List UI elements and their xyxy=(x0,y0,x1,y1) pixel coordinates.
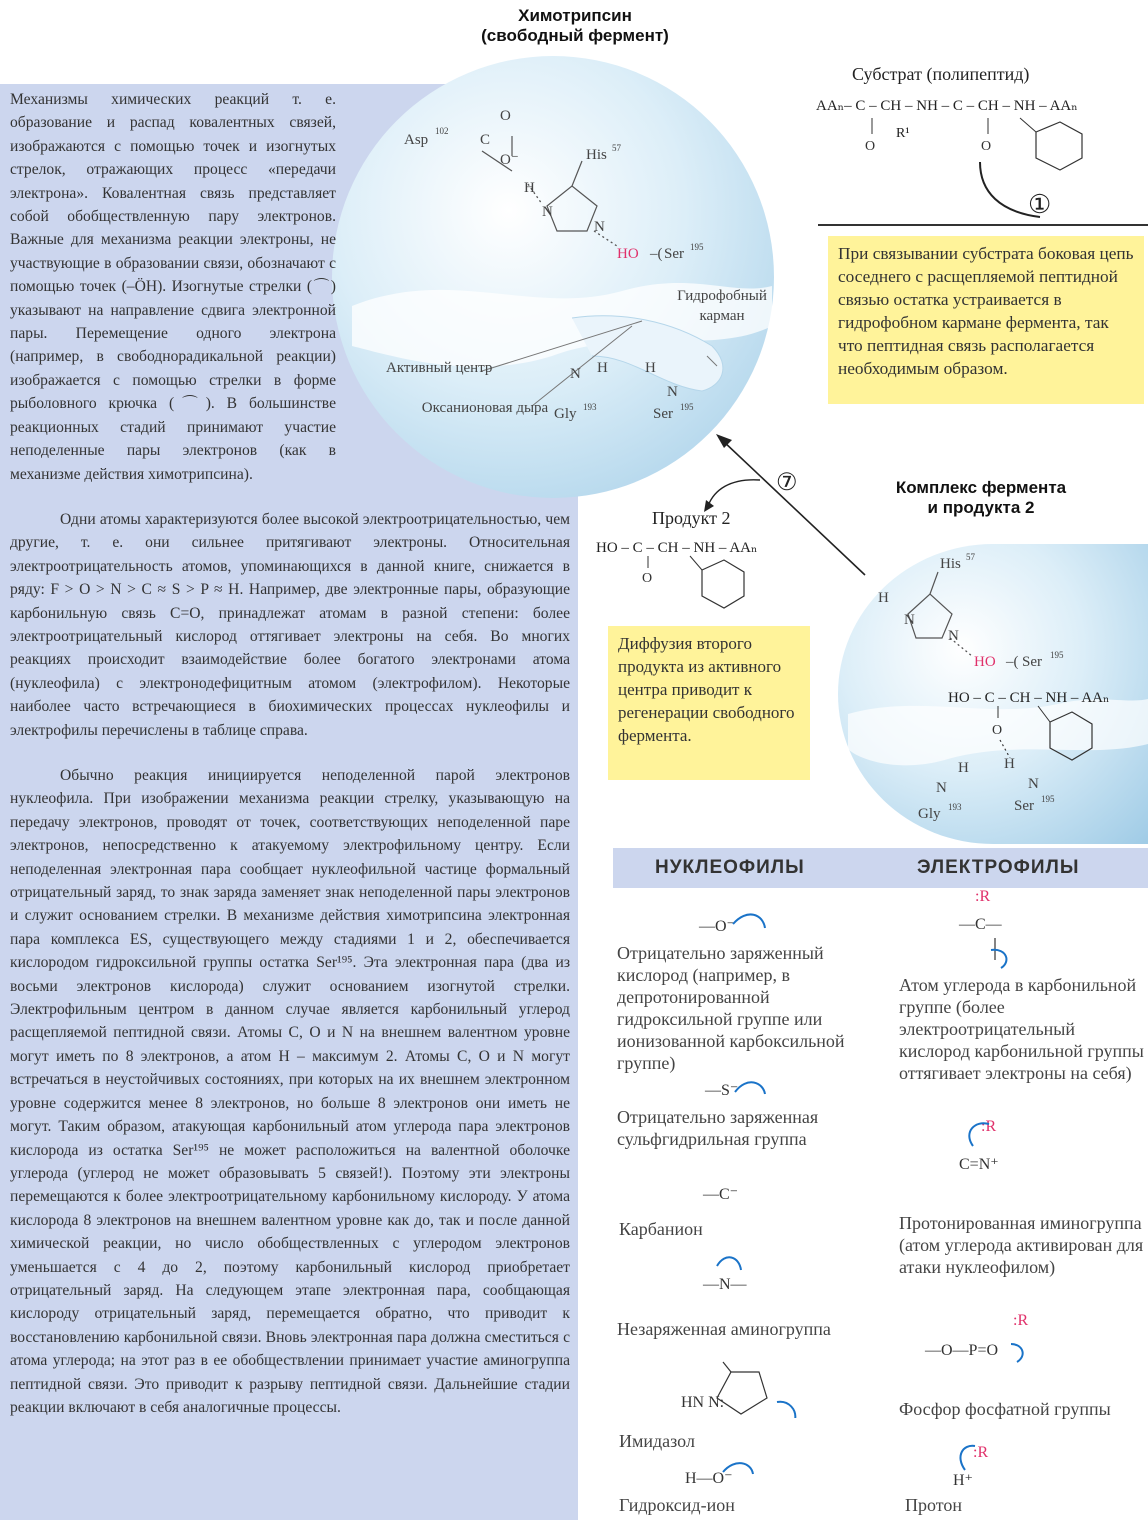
nucleophile-formula-6: H—O⁻ xyxy=(685,1470,733,1487)
svg-text:O: O xyxy=(992,723,1003,738)
nucleophile-electrophile-table xyxy=(613,848,1148,1520)
svg-text:N: N xyxy=(936,780,947,796)
nucleophile-formula-4: —N— xyxy=(703,1276,747,1293)
electrophiles-header: ЭЛЕКТРОФИЛЫ xyxy=(917,857,1080,878)
his-num: 57 xyxy=(612,143,621,153)
nucleophile-formula-1: —O⁻ xyxy=(699,918,735,935)
text-paragraph-1: Механизмы химических реакций т. е. образование и распад ковалентных связей, изображаются с помощью точек и изогнутых стрелок, отражающих процесс «передачи электрона». Ковалентная связь представляет собой обобществленную пару электронов. Важные для механизма реакции электроны, не участвующие в образовании связи, обозначают с помощью точек (–ÖH). Изогнутые стрелки (⌒) указывают на направление сдвига электронной пары. Перемещение одного электрона (например, в свободнорадикальной реакции) изображается с помощью стрелки в форме рыболовного крючка (⌒). В большинстве реакционных стадий принимают участие неподеленные пары электронов (как в механизме действия химотрипсина). xyxy=(10,91,336,483)
gly-label: Gly xyxy=(554,406,577,422)
svg-text:N: N xyxy=(904,612,915,628)
text-paragraph-2: Одни атомы характеризуются более высокой электроотрицательностью, чем другие, т. е. они сильнее притягивают электроны. Относительная электроотрицательность атомов, упоминающихся в данной книге, снижается в ряду: F > O > N > C ≈ S > P ≈ H. Например, две электронные пары, образующие карбонильную связь C=O, принадлежат атомам в разной степени: более электроотрицательный кислород оттягивает электроны на себя. Во многих реакциях происходит взаимодействие более богатого электронами атома (нуклеофила) с электронодефицитным атомом (электрофилом). Некоторые наиболее часто встречающиеся в биохимических процессах нуклеофилы и электрофилы перечислены в таблице справа. xyxy=(10,511,570,739)
active-site-label: Активный центр xyxy=(386,360,493,376)
electrophile-formula-1: —C— xyxy=(959,916,1002,933)
substrate-structure xyxy=(840,112,1148,222)
complex-title-line1: Комплекс фермента xyxy=(895,478,1067,497)
electrophile-formula-2: C=N⁺ xyxy=(959,1156,999,1173)
svg-text:N: N xyxy=(594,219,605,235)
nucleophile-desc-2: Отрицательно заряженная сульфгидрильная группа xyxy=(617,1107,819,1149)
svg-text:O: O xyxy=(500,108,511,124)
nucleophile-formula-5: HN N: xyxy=(681,1394,725,1411)
step1-marker: ① xyxy=(1028,190,1052,219)
svg-text:O⁻: O⁻ xyxy=(500,152,519,168)
electrophile-r-3: :R xyxy=(1013,1312,1029,1329)
nucleophile-desc-5: Имидазол xyxy=(619,1431,695,1451)
page-title xyxy=(420,6,730,46)
svg-text:195: 195 xyxy=(680,402,694,412)
electrophile-desc-3: Фосфор фосфатной группы xyxy=(899,1399,1111,1419)
substrate-label: Субстрат (полипептид) xyxy=(852,64,1030,84)
svg-text:N: N xyxy=(1028,776,1039,792)
nucleophile-desc-6: Гидроксид-ион xyxy=(619,1495,735,1515)
electrophile-r-4: :R xyxy=(973,1444,989,1461)
ser-ho: HO xyxy=(617,246,639,262)
ser-label: Ser xyxy=(664,246,684,262)
ser-num: 195 xyxy=(690,242,704,252)
svg-text:Ser: Ser xyxy=(653,406,673,422)
electrophile-desc-1: Атом углерода в карбонильной группе (более электроотрицательный кислород карбонильной группы оттягивает электроны на себя) xyxy=(899,975,1144,1083)
product2-formula: HO – C – CH – NH – AAₙ xyxy=(596,540,758,556)
svg-text:H: H xyxy=(958,760,969,776)
electrophile-desc-2: Протонированная иминогруппа (атом углерода активирован для атаки нуклеофилом) xyxy=(899,1213,1144,1277)
svg-text:N: N xyxy=(667,384,678,400)
svg-text:O: O xyxy=(981,139,992,154)
complex-formula: HO – C – CH – NH – AAₙ xyxy=(948,690,1110,706)
text-paragraph-3: Обычно реакция инициируется неподеленной парой электронов нуклеофила. При изображении механизма реакции стрелку, указывающую на передачу электронов, проводят от точек, соответствующих неподеленной паре электронов, непосредственно к атакуемому электрофильному центру. Если неподеленная электронная пара сообщает нуклеофильной частице формальный отрицательный заряд, то знак заряда заменяет знак неподеленной пары электронов и служит основанием стрелки. В механизме действия химотрипсина электронная пара комплекса ES, существующего между стадиями 1 и 2, обеспечивается кислородом гидроксильной группы остатка Ser¹⁹⁵. Эта электронная пара (два из восьми электронов кислорода) служит основанием изогнутой стрелки. Электрофильным центром в данном случае является карбонильный углерод расщепляемой пептидной связи. Атомы C, O и N на внешнем валентном уровне могут иметь по 8 электронов, а атом H – максимум 2. Атомы C, O и N могут встречаться в неустойчивых состояниях, при которых на их внешнем электронном уровне содержится менее 8 электронов, но больше 8 электронов они иметь не могут. Таким образом, атакующая карбонильный атом углерода пара электронов кислорода из остатка Ser¹⁹⁵ не может расположиться на валентной оболочке углерода (углерод не может образовывать 5 связей!). Поэтому эти электроны перемещаются к более электроотрицательному карбонильному кислороду. У атома кислорода 8 электронов на внешнем валентном уровне как до, так и после данной химической реакции, но число обобществленных с углеродом электронов уменьшается с 4 до 2, поэтому карбонильный кислород приобретает отрицательный заряд. На следующем этапе электронная пара, сообщающая кислороду отрицательный заряд, перемещается обратно, что приводит к восстановлению карбонильной связи. Вновь электронная пара должна сместиться с атома углерода; на этот раз в ее обобществлении принимает участие аминогруппа пептидной связи. Это приводит к разрыву пептидной связи. Дальнейшие стадии реакции включают в себя аналогичные процессы. xyxy=(10,767,570,1416)
svg-text:N: N xyxy=(948,628,959,644)
nucleophile-desc-3: Карбанион xyxy=(619,1219,703,1239)
nucleophile-formula-2: —S⁻ xyxy=(705,1082,739,1099)
complex-gly-num: 193 xyxy=(948,802,962,812)
gly-num: 193 xyxy=(583,402,597,412)
product2-label: Продукт 2 xyxy=(652,508,731,528)
complex-ser: Ser xyxy=(1022,654,1042,670)
substrate-formula: AAₙ– C – CH – NH – C – CH – NH – AAₙ xyxy=(816,98,1078,114)
svg-text:H: H xyxy=(878,590,889,606)
svg-text:Ser: Ser xyxy=(1014,798,1034,814)
svg-text:H: H xyxy=(645,360,656,376)
step1-line xyxy=(818,224,1148,226)
complex-gly: Gly xyxy=(918,806,941,822)
svg-text:–(: –( xyxy=(650,246,663,262)
svg-text:H: H xyxy=(524,180,535,196)
nucleophile-desc-1: Отрицательно заряженный кислород (например, в депротонированной гидроксильной группе или ионизованной карбоксильной группе) xyxy=(617,943,845,1073)
title-line2: (свободный фермент) xyxy=(481,26,669,45)
electrophile-r-2: :R xyxy=(981,1118,997,1135)
svg-text:N: N xyxy=(570,366,581,382)
complex-his: His xyxy=(940,556,961,572)
electron-arrows xyxy=(613,888,1148,1520)
svg-text:O: O xyxy=(865,139,876,154)
complex-title-line2: и продукта 2 xyxy=(927,498,1035,517)
svg-text:O: O xyxy=(642,571,653,586)
hydrophobic-pocket-label: Гидрофобный карман xyxy=(677,288,767,324)
electrophile-r-1: :R xyxy=(975,888,991,905)
asp-num: 102 xyxy=(435,126,449,136)
svg-text:H: H xyxy=(1004,756,1015,772)
svg-text:–(: –( xyxy=(1006,654,1019,670)
complex-ho: HO xyxy=(974,654,996,670)
product2-structure xyxy=(630,554,760,624)
step7-marker: ⑦ xyxy=(776,470,798,496)
substrate-r1: R¹ xyxy=(896,126,910,141)
his-label: His xyxy=(586,147,607,163)
nucleophile-desc-4: Незаряженная аминогруппа xyxy=(617,1319,831,1339)
electrophile-formula-4: H⁺ xyxy=(953,1472,973,1489)
complex-his-num: 57 xyxy=(966,552,975,562)
svg-text:C: C xyxy=(480,132,491,148)
note-binding: При связывании субстрата боковая цепь соседнего с расщепляемой пептидной связью остатка устраивается в гидрофобном кармане фермента, так что пептидная связь располагается необходимым образом. xyxy=(828,236,1144,404)
svg-text:N: N xyxy=(542,204,553,220)
oxyanion-hole-label: Оксанионовая дыра xyxy=(421,400,549,416)
svg-text:195: 195 xyxy=(1041,794,1055,804)
nucleophiles-header: НУКЛЕОФИЛЫ xyxy=(655,857,805,878)
complex-ser-num: 195 xyxy=(1050,650,1064,660)
asp-label: Asp xyxy=(404,132,429,148)
complex-title xyxy=(870,478,1092,518)
note-diffusion: Диффузия второго продукта из активного центра приводит к регенерации свободного фермента. xyxy=(608,626,810,780)
electrophile-formula-3: —O—P=O xyxy=(925,1342,999,1359)
electrophile-desc-4: Протон xyxy=(905,1495,963,1515)
svg-text:H: H xyxy=(597,360,608,376)
nucleophile-formula-3: —C⁻ xyxy=(703,1186,739,1203)
title-line1: Химотрипсин xyxy=(518,6,632,25)
